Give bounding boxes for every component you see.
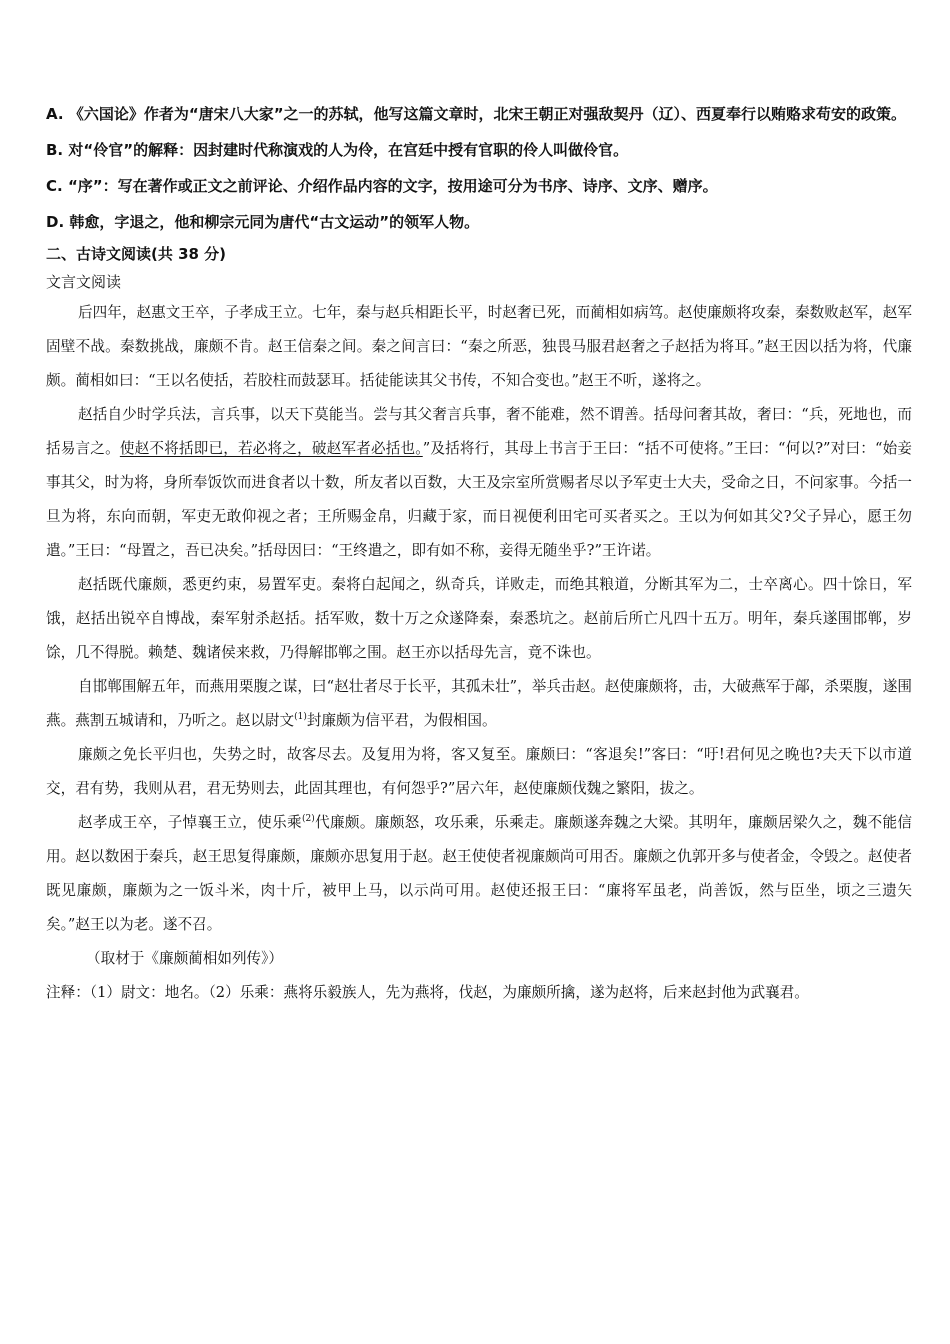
passage-paragraph-2 — [46, 398, 912, 568]
passage-paragraph-6 — [46, 806, 912, 942]
underlined-sentence: 使赵不将括即已，若必将之，破赵军者必括也。 — [119, 440, 423, 457]
footnotes: 注释：（1）尉文：地名。（2）乐乘：燕将乐毅族人，先为燕将，伐赵，为廉颇所擒，遂为赵将，后来赵封他为武襄君。 — [46, 984, 809, 1001]
section-title: 二、古诗文阅读(共 38 分) — [46, 245, 227, 263]
passage-paragraph-1: 后四年，赵惠文王卒，子孝成王立。七年，秦与赵兵相距长平，时赵奢已死，而蔺相如病笃。赵使廉颇将攻秦，秦数败赵军，赵军固壁不战。秦数挑战，廉颇不肯。赵王信秦之间。秦之间言曰：“秦之所恶，独畏马服君赵奢之子赵括为将耳。”赵王因以括为将，代廉颇。蔺相如曰：“王以名使括，若胶柱而鼓瑟耳。括徒能读其父书传，不知合变也。”赵王不听，遂将之。 — [46, 304, 912, 389]
source-citation: （取材于《廉颇蔺相如列传》） — [86, 950, 284, 967]
passage-paragraph-2-start: 赵括自少时学兵法，言兵事，以天下莫能当。尝与其父奢言兵事，奢不能难，然不谓善。括母问奢其故，奢曰：“兵，死地也，而括易言之。 — [46, 406, 912, 457]
option-b — [46, 132, 912, 168]
option-a — [46, 96, 912, 132]
option-b-text: 对“伶官”的解释：因封建时代称演戏的人为伶，在宫廷中授有官职的伶人叫做伶官。 — [68, 141, 629, 159]
passage-paragraph-4 — [46, 670, 912, 738]
option-c-letter: C. — [46, 177, 63, 195]
passage-paragraph-4-end: 封廉颇为信平君，为假相国。 — [306, 712, 497, 729]
passage-paragraph-6-start: 赵孝成王卒，子悼襄王立，使乐乘 — [78, 814, 302, 831]
option-d — [46, 204, 912, 240]
option-a-text: 《六国论》作者为“唐宋八大家”之一的苏轼，他写这篇文章时，北宋王朝正对强敌契丹（辽）、西夏奉行以贿赂求苟安的政策。 — [68, 105, 907, 123]
section-subtitle: 文言文阅读 — [46, 273, 122, 291]
option-b-letter: B. — [46, 141, 64, 159]
option-c-text: “序”：写在著作或正文之前评论、介绍作品内容的文字，按用途可分为书序、诗序、文序、赠序。 — [67, 177, 718, 195]
passage-paragraph-6-end: 代廉颇。廉颇怒，攻乐乘，乐乘走。廉颇遂奔魏之大梁。其明年，廉颇居梁久之，魏不能信用。赵以数困于秦兵，赵王思复得廉颇，廉颇亦思复用于赵。赵王使使者视廉颇尚可用否。廉颇之仇郭开多与使者金，令毁之。赵使者既见廉颇，廉颇为之一饭斗米，肉十斤，被甲上马，以示尚可用。赵使还报王曰：“廉将军虽老，尚善饭，然与臣坐，顷之三遗矢矣。”赵王以为老。遂不召。 — [46, 814, 912, 933]
passage-paragraph-2-end: ”及括将行，其母上书言于王曰：“括不可使将。”王曰：“何以?”对曰：“始妾事其父，时为将，身所奉饭饮而进食者以十数，所友者以百数，大王及宗室所赏赐者尽以予军吏士大夫，受命之日，不问家事。今括一旦为将，东向而朝，军吏无敢仰视之者；王所赐金帛，归藏于家，而日视便利田宅可买者买之。王以为何如其父?父子异心，愿王勿遣。”王曰：“母置之，吾已决矣。”括母因曰：“王终遣之，即有如不称，妾得无随坐乎?”王许诺。 — [46, 440, 912, 559]
passage-paragraph-3: 赵括既代廉颇，悉更约束，易置军吏。秦将白起闻之，纵奇兵，详败走，而绝其粮道，分断其军为二，士卒离心。四十馀日，军饿，赵括出锐卒自博战，秦军射杀赵括。括军败，数十万之众遂降秦，秦悉坑之。赵前后所亡凡四十五万。明年，秦兵遂围邯郸，岁馀，几不得脱。赖楚、魏诸侯来救，乃得解邯郸之围。赵王亦以括母先言，竟不诛也。 — [46, 576, 912, 661]
option-a-letter: A. — [46, 105, 64, 123]
footnote-marker-2: (2) — [301, 814, 315, 824]
document-page — [46, 96, 912, 1010]
option-d-letter: D. — [46, 213, 65, 231]
footnote-marker-1: (1) — [294, 712, 307, 722]
passage-paragraph-4-start: 自邯郸围解五年，而燕用栗腹之谋，曰“赵壮者尽于长平，其孤未壮”，举兵击赵。赵使廉颇将，击，大破燕军于鄗，杀栗腹，遂围燕。燕割五城请和，乃听之。赵以尉文 — [46, 678, 912, 729]
option-d-text: 韩愈，字退之，他和柳宗元同为唐代“古文运动”的领军人物。 — [69, 213, 480, 231]
passage-paragraph-5: 廉颇之免长平归也，失势之时，故客尽去。及复用为将，客又复至。廉颇曰：“客退矣!”客曰：“吁!君何见之晚也?夫天下以市道交，君有势，我则从君，君无势则去，此固其理也，有何怨乎?”居六年，赵使廉颇伐魏之繁阳，拔之。 — [46, 746, 912, 797]
option-c — [46, 168, 912, 204]
